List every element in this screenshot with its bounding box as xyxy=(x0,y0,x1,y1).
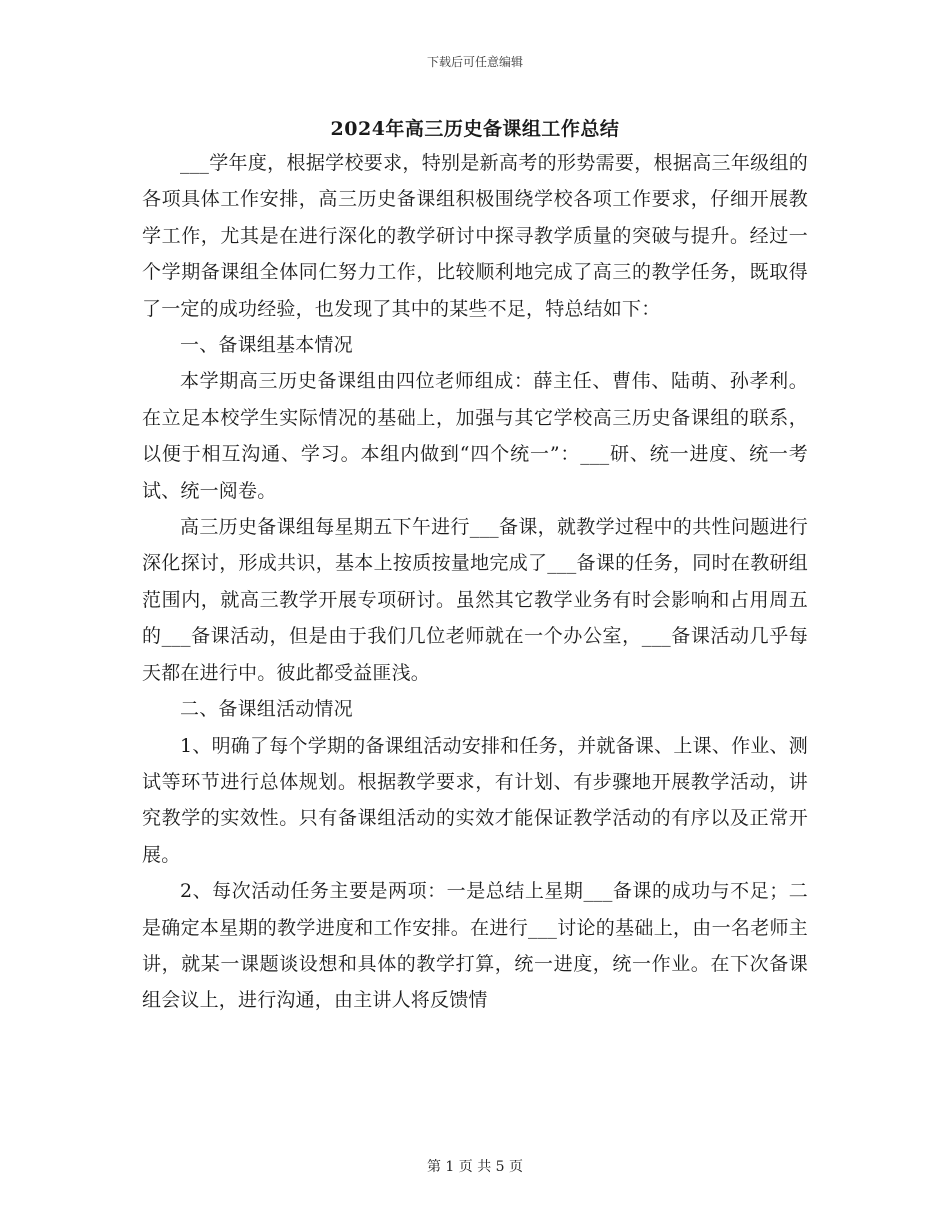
document-title: 2024年高三历史备课组工作总结 xyxy=(330,118,620,140)
section-heading-2: 二、备课组活动情况 xyxy=(180,698,353,721)
section-heading-1: 一、备课组基本情况 xyxy=(180,334,353,357)
paragraph-item-1: 1、明确了每个学期的备课组活动安排和任务，并就备课、上课、作业、测试等环节进行总体规划。根据教学要求，有计划、有步骤地开展教学活动，讲究教学的实效性。只有备课组活动的实效才能保证教学活动的有序以及正常开展。 xyxy=(142,734,808,866)
paragraph-weekly-prep: 高三历史备课组每星期五下午进行___备课，就教学过程中的共性问题进行深化探讨，形成共识，基本上按质按量地完成了___备课的任务，同时在教研组范围内，就高三教学开展专项研讨。虽然其它教学业务有时会影响和占用周五的___备课活动，但是由于我们几位老师就在一个办公室，___备课活动几乎每天都在进行中。彼此都受益匪浅。 xyxy=(142,516,808,684)
paragraph-members: 本学期高三历史备课组由四位老师组成：薛主任、曹伟、陆萌、孙孝利。在立足本校学生实际情况的基础上，加强与其它学校高三历史备课组的联系，以便于相互沟通、学习。本组内做到“四个统一”：___研、统一进度、统一考试、统一阅卷。 xyxy=(142,370,808,502)
paragraph-intro: ___学年度，根据学校要求，特别是新高考的形势需要，根据高三年级组的各项具体工作安排，高三历史备课组积极围绕学校各项工作要求，仔细开展教学工作，尤其是在进行深化的教学研讨中探寻教学质量的突破与提升。经过一个学期备课组全体同仁努力工作，比较顺利地完成了高三的教学任务，既取得了一定的成功经验，也发现了其中的某些不足，特总结如下： xyxy=(142,152,808,320)
page-header-note: 下载后可任意编辑 xyxy=(426,55,523,69)
paragraph-item-2: 2、每次活动任务主要是两项：一是总结上星期___备课的成功与不足；二是确定本星期的教学进度和工作安排。在进行___讨论的基础上，由一名老师主讲，就某一课题谈设想和具体的教学打算，统一进度，统一作业。在下次备课组会议上，进行沟通，由主讲人将反馈情 xyxy=(142,880,808,1012)
document-body xyxy=(142,145,808,1019)
page-footer-number: 第 1 页 共 5 页 xyxy=(426,1159,524,1175)
